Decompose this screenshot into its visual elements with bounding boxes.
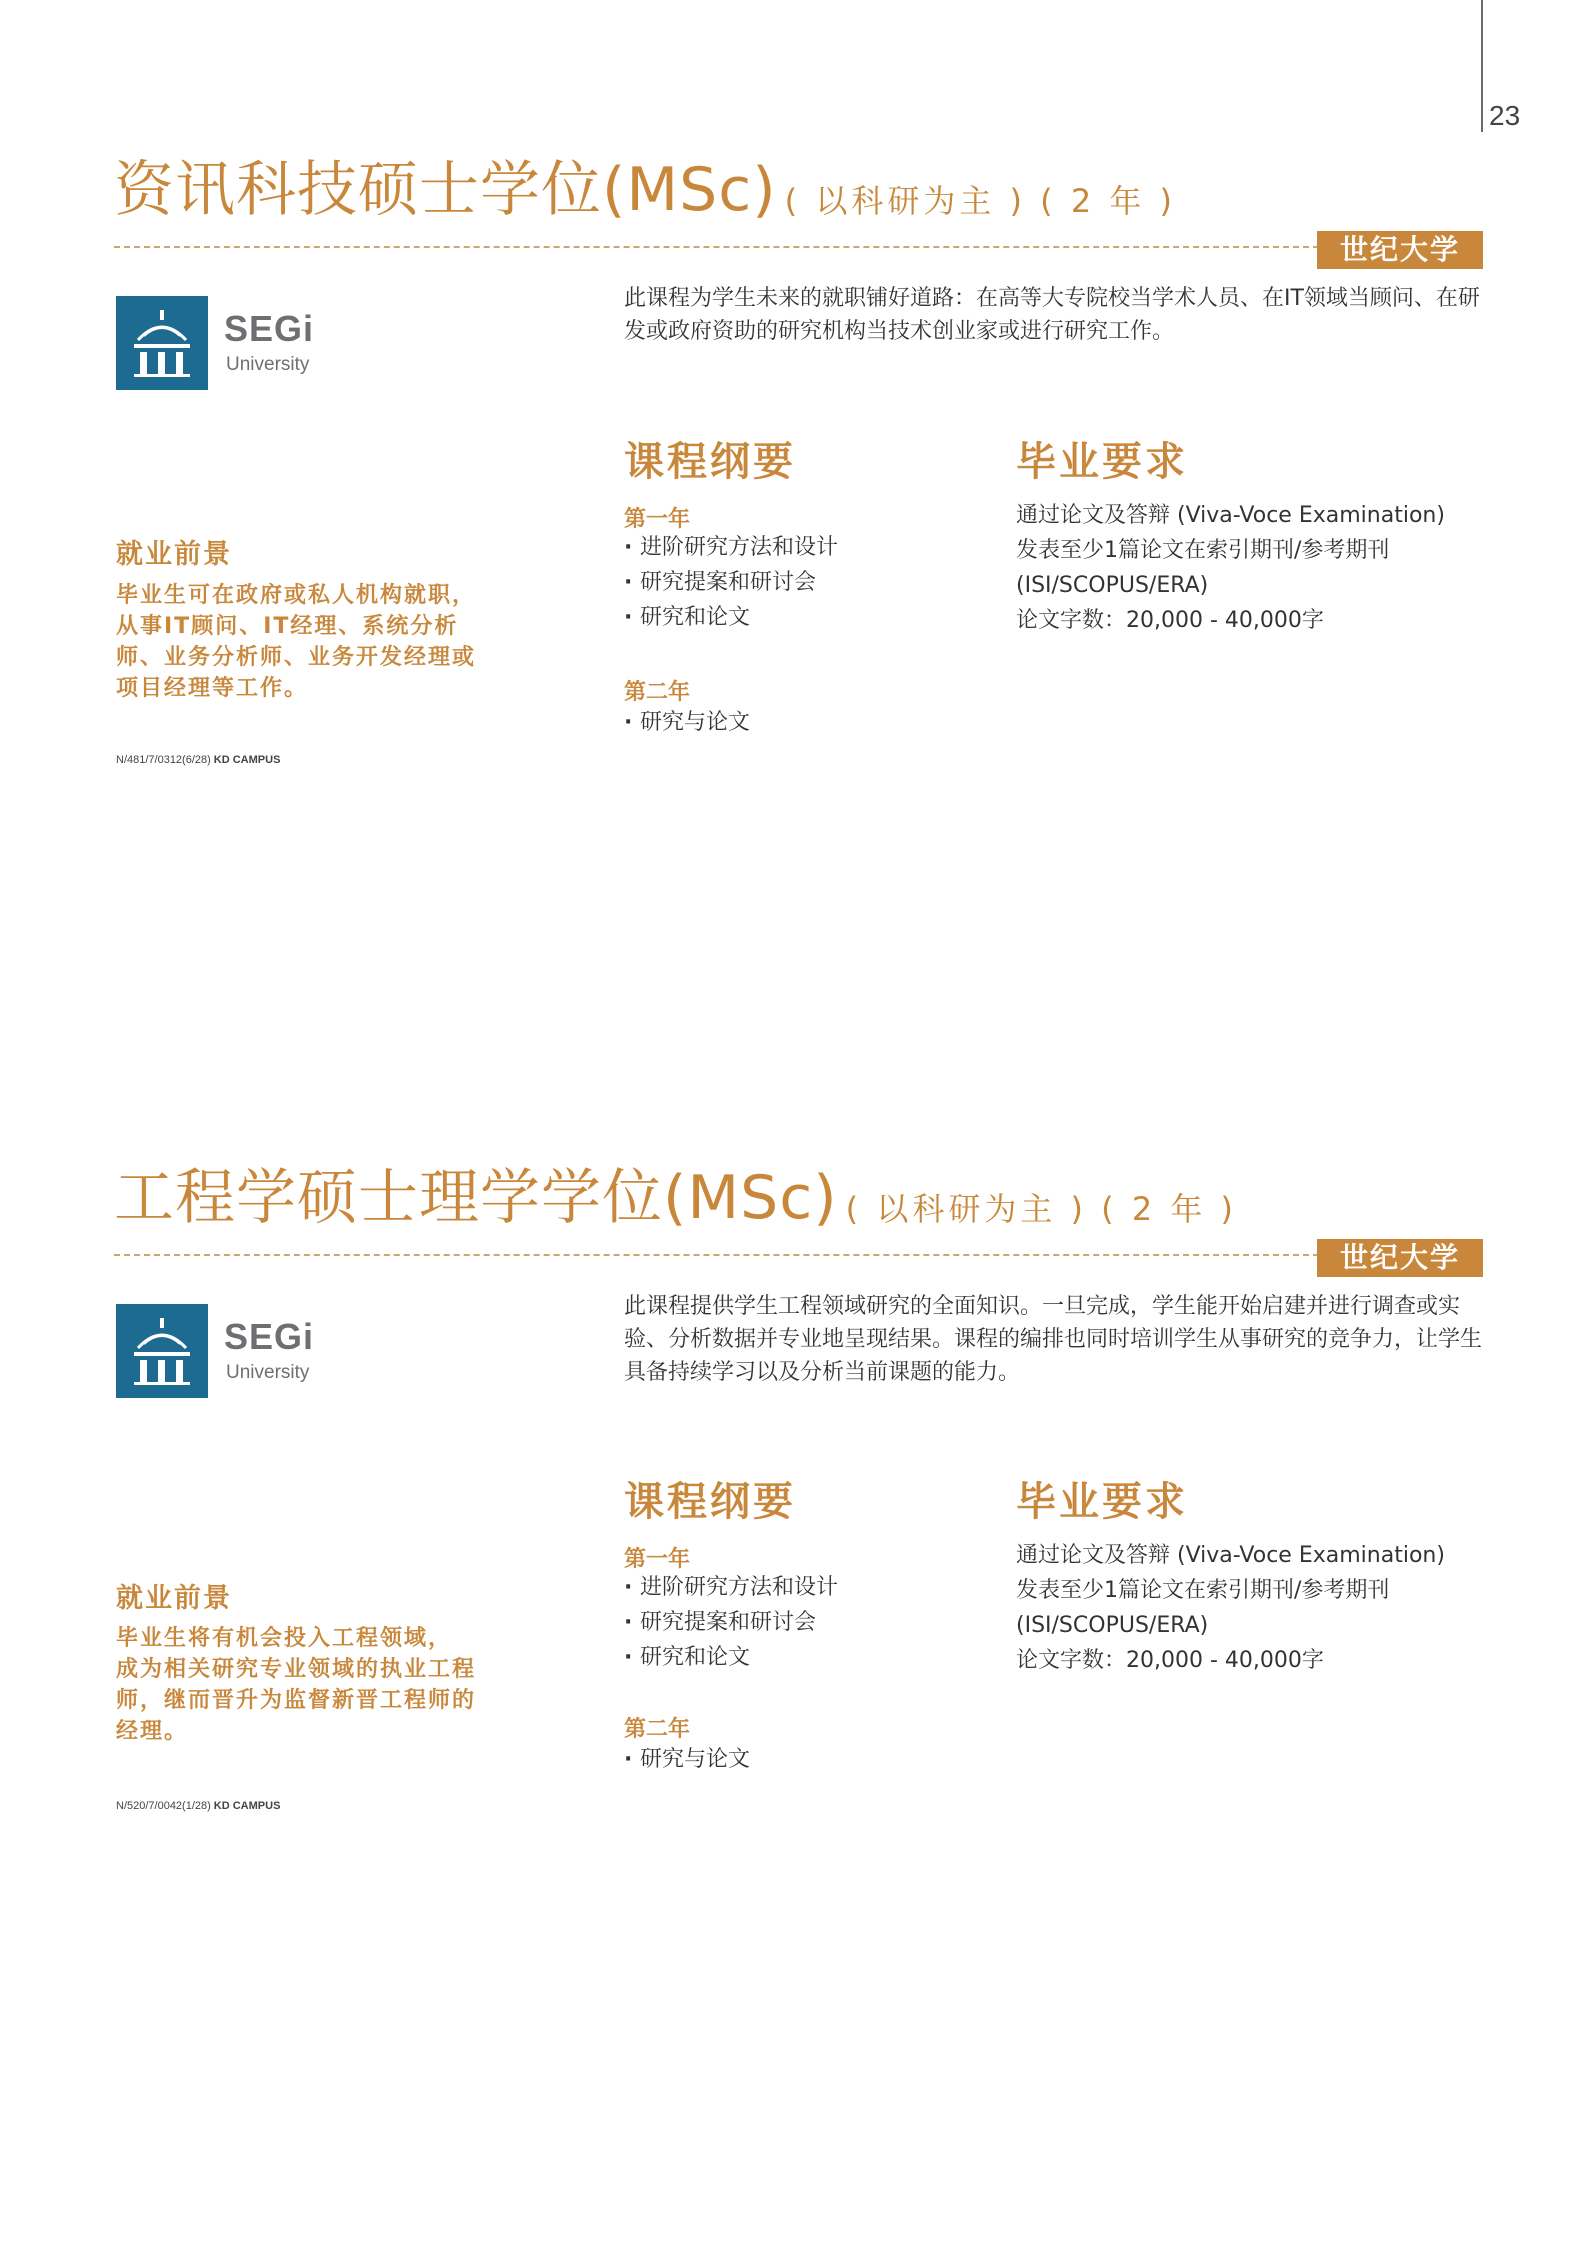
year2-list <box>624 705 750 740</box>
syllabus-heading: 课程纲要 <box>624 1479 796 1525</box>
list-item: · 研究和论文 <box>624 600 838 635</box>
logo-subtitle: University <box>226 1362 310 1383</box>
year1-label: 第一年 <box>624 1547 691 1572</box>
program-title-main: 资讯科技硕士学位(MSc) <box>114 155 777 225</box>
year2-label: 第二年 <box>624 680 691 705</box>
logo-wordmark: SEGi <box>224 1316 315 1357</box>
list-item: · 研究与论文 <box>624 1742 750 1777</box>
career-text <box>116 580 516 704</box>
year2-label: 第二年 <box>624 1717 691 1742</box>
career-line: 成为相关研究专业领域的执业工程 <box>116 1657 477 1682</box>
building-logo-icon <box>116 296 208 390</box>
university-tag: 世纪大学 <box>1317 231 1483 269</box>
requirements-list <box>1016 498 1486 638</box>
program-title <box>114 140 1176 230</box>
campus-label: KD CAMPUS <box>213 1800 281 1812</box>
career-heading: 就业前景 <box>116 1583 232 1614</box>
career-text <box>116 1623 516 1747</box>
logo-subtitle: University <box>226 354 310 375</box>
page-number: 23 <box>1489 100 1521 131</box>
career-line: 经理。 <box>116 1719 189 1744</box>
program-section-it <box>0 140 1587 840</box>
program-title-sub: ( 以科研为主 ) ( 2 年 ) <box>784 182 1177 220</box>
list-item: · 进阶研究方法和设计 <box>624 530 838 565</box>
accreditation-ref <box>116 754 280 766</box>
program-title-main: 工程学硕士理学学位(MSc) <box>114 1163 838 1233</box>
requirement-item: 通过论文及答辩 (Viva-Voce Examination) <box>1016 1543 1445 1568</box>
building-logo-icon <box>116 1304 208 1398</box>
ref-code: N/481/7/0312(6/28) <box>116 754 211 766</box>
career-heading: 就业前景 <box>116 539 232 570</box>
program-title-sub: ( 以科研为主 ) ( 2 年 ) <box>845 1190 1238 1228</box>
career-line: 师，继而晋升为监督新晋工程师的 <box>116 1688 477 1713</box>
requirement-item: (ISI/SCOPUS/ERA) <box>1016 573 1209 598</box>
program-intro: 此课程提供学生工程领域研究的全面知识。一旦完成，学生能开始启建并进行调查或实验、分析数据并专业地呈现结果。课程的编排也同时培训学生从事研究的竞争力，让学生具备持续学习以及分析当前课题的能力。 <box>624 1294 1483 1385</box>
requirement-item: 发表至少1篇论文在索引期刊/参考期刊 <box>1016 1578 1390 1603</box>
page-edge-rule <box>1481 0 1483 132</box>
career-line: 项目经理等工作。 <box>116 676 309 701</box>
syllabus-heading: 课程纲要 <box>624 439 796 485</box>
year1-list <box>624 530 838 635</box>
year1-label: 第一年 <box>624 507 691 532</box>
year2-list <box>624 1742 750 1777</box>
university-tag: 世纪大学 <box>1317 1239 1483 1277</box>
requirements-list <box>1016 1538 1486 1678</box>
requirements-heading: 毕业要求 <box>1016 1479 1188 1525</box>
list-item: · 研究与论文 <box>624 705 750 740</box>
program-section-engineering <box>0 1148 1587 1848</box>
requirement-item: (ISI/SCOPUS/ERA) <box>1016 1613 1209 1638</box>
list-item: · 研究和论文 <box>624 1640 838 1675</box>
requirement-item: 论文字数：20,000 - 40,000字 <box>1016 1648 1324 1673</box>
career-line: 毕业生可在政府或私人机构就职， <box>116 583 477 608</box>
dashed-divider <box>114 246 1319 248</box>
requirements-heading: 毕业要求 <box>1016 439 1188 485</box>
program-intro: 此课程为学生未来的就职铺好道路：在高等大专院校当学术人员、在IT领域当顾问、在研发或政府资助的研究机构当技术创业家或进行研究工作。 <box>624 286 1480 344</box>
ref-code: N/520/7/0042(1/28) <box>116 1800 211 1812</box>
career-line: 从事IT顾问、IT经理、系统分析 <box>116 614 459 639</box>
requirement-item: 论文字数：20,000 - 40,000字 <box>1016 608 1324 633</box>
career-line: 师、业务分析师、业务开发经理或 <box>116 645 477 670</box>
segi-logo <box>116 1304 336 1400</box>
segi-logo <box>116 296 336 392</box>
campus-label: KD CAMPUS <box>213 754 281 766</box>
list-item: · 研究提案和研讨会 <box>624 1605 838 1640</box>
program-title <box>114 1148 1237 1238</box>
requirement-item: 通过论文及答辩 (Viva-Voce Examination) <box>1016 503 1445 528</box>
year1-list <box>624 1570 838 1675</box>
career-line: 毕业生将有机会投入工程领域， <box>116 1626 453 1651</box>
accreditation-ref <box>116 1800 280 1812</box>
list-item: · 进阶研究方法和设计 <box>624 1570 838 1605</box>
dashed-divider <box>114 1254 1319 1256</box>
logo-wordmark: SEGi <box>224 308 315 349</box>
list-item: · 研究提案和研讨会 <box>624 565 838 600</box>
requirement-item: 发表至少1篇论文在索引期刊/参考期刊 <box>1016 538 1390 563</box>
